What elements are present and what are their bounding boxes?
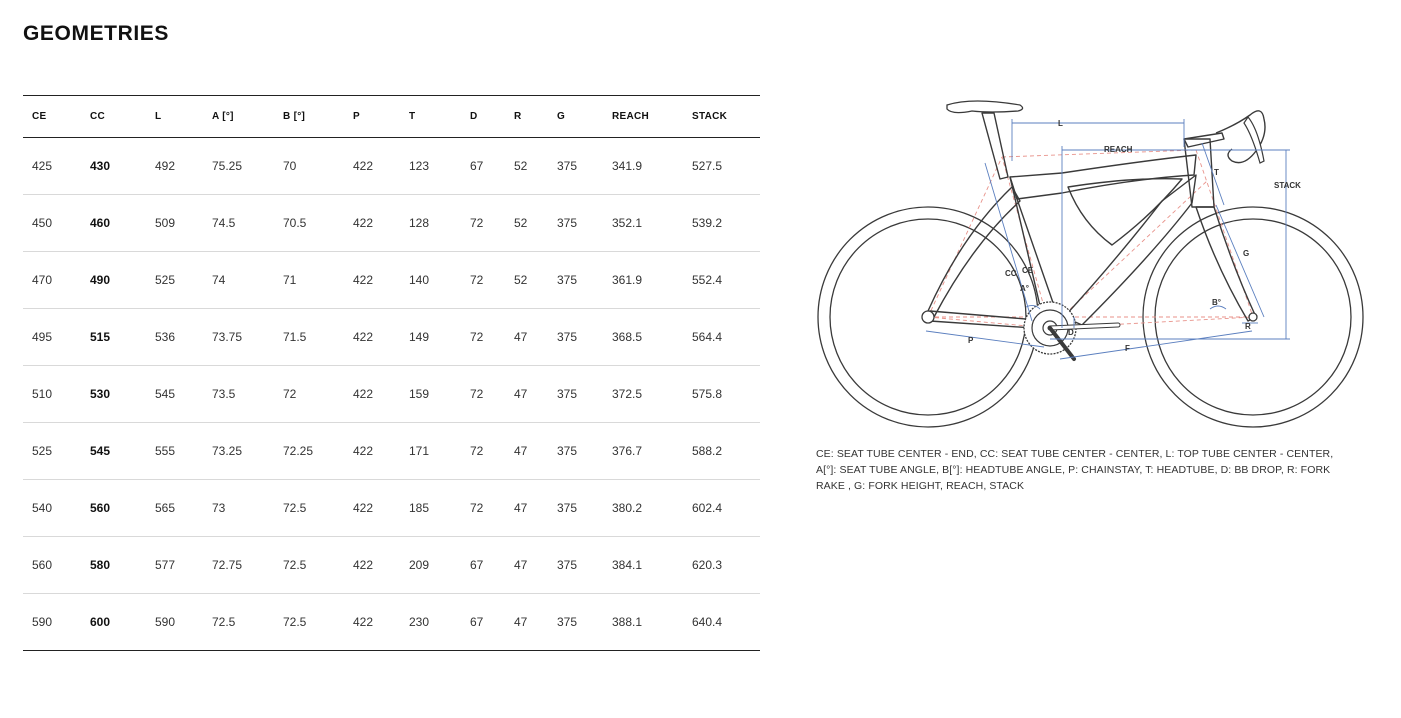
table-cell: 372.5 [612,387,643,401]
table-cell: 422 [353,387,374,401]
table-cell: 47 [514,444,528,458]
table-cell: 375 [557,387,578,401]
table-row [23,195,760,252]
front-hub [1249,313,1257,321]
table-cell: 565 [155,501,176,515]
table-cell: 209 [409,558,430,572]
column-header: STACK [692,111,728,122]
table-cell: 72.75 [212,558,243,572]
table-cell: 388.1 [612,615,643,629]
table-cell: 555 [155,444,176,458]
table-cell: 73.75 [212,330,243,344]
table-cell: 72 [470,501,484,515]
table-row [23,537,760,594]
table-cell: 72 [470,444,484,458]
table-cell: 422 [353,444,374,458]
table-cell: 72.25 [283,444,314,458]
table-row [23,480,760,537]
table-cell: 640.4 [692,615,723,629]
table-cell: 140 [409,273,430,287]
label-p: P [968,336,974,345]
table-row [23,138,760,195]
table-cell: 422 [353,558,374,572]
table-cell: 580 [90,558,111,572]
table-row [23,366,760,423]
label-a: A° [1020,284,1029,293]
table-cell: 577 [155,558,176,572]
table-cell: 375 [557,273,578,287]
table-cell: 510 [32,387,53,401]
table-cell: 71.5 [283,330,307,344]
construction-lines [928,150,1253,328]
table-cell: 52 [514,159,528,173]
table-cell: 72.5 [283,615,307,629]
column-header: CC [90,111,106,122]
table-cell: 52 [514,273,528,287]
table-row [23,423,760,480]
label-r: R [1245,322,1251,331]
label-b: B° [1212,298,1221,307]
column-header: T [409,111,416,122]
table-cell: 72 [470,330,484,344]
table-header [23,96,760,138]
saddle [947,101,1023,113]
column-header: L [155,111,162,122]
table-cell: 600 [90,615,111,629]
table-cell: 75.25 [212,159,243,173]
table-cell: 70 [283,159,297,173]
table-cell: 47 [514,330,528,344]
table-cell: 72 [470,387,484,401]
table-cell: 490 [90,273,111,287]
label-stack: STACK [1274,181,1301,190]
table-cell: 67 [470,615,484,629]
table-cell: 590 [32,615,53,629]
table-cell: 375 [557,444,578,458]
label-t: T [1214,168,1219,177]
table-cell: 527.5 [692,159,723,173]
table-cell: 171 [409,444,430,458]
table-cell: 525 [155,273,176,287]
table-cell: 525 [32,444,53,458]
table-cell: 384.1 [612,558,643,572]
table-cell: 47 [514,615,528,629]
column-header: A [°] [212,111,234,122]
table-cell: 72 [283,387,297,401]
table-cell: 230 [409,615,430,629]
table-cell: 47 [514,387,528,401]
table-body [23,138,760,651]
table-cell: 375 [557,216,578,230]
table-cell: 545 [155,387,176,401]
label-f: F [1125,344,1130,353]
table-cell: 470 [32,273,53,287]
table-cell: 71 [283,273,297,287]
table-cell: 72.5 [283,501,307,515]
bike-diagram-svg [812,95,1372,430]
table-cell: 375 [557,615,578,629]
table-cell: 560 [90,501,111,515]
table-cell: 74.5 [212,216,236,230]
column-header: G [557,111,566,122]
table-cell: 590 [155,615,176,629]
label-ce: CE [1022,266,1034,275]
geometry-legend: CE: SEAT TUBE CENTER - END, CC: SEAT TUBE CENTER - CENTER, L: TOP TUBE CENTER - CENTER, A[°]: SEAT TUBE ANGLE, B[°]: HEADTUBE ANGLE, P: CHAINSTAY, T: HEADTUBE, D: BB DROP, R: FORK RAKE , G: FORK HEIGHT, REACH, STACK [816,448,1334,492]
table-cell: 530 [90,387,111,401]
table-cell: 552.4 [692,273,723,287]
table-cell: 620.3 [692,558,723,572]
table-cell: 123 [409,159,430,173]
table-cell: 588.2 [692,444,723,458]
column-header: REACH [612,111,650,122]
column-header: B [°] [283,111,306,122]
table-cell: 159 [409,387,430,401]
table-cell: 375 [557,159,578,173]
table-cell: 185 [409,501,430,515]
table-cell: 560 [32,558,53,572]
table-cell: 341.9 [612,159,643,173]
table-cell: 67 [470,558,484,572]
table-cell: 495 [32,330,53,344]
table-cell: 149 [409,330,430,344]
label-reach: REACH [1104,145,1133,154]
label-l: L [1058,119,1063,128]
table-cell: 602.4 [692,501,723,515]
table-cell: 540 [32,501,53,515]
table-cell: 72.5 [212,615,236,629]
table-cell: 422 [353,273,374,287]
table-cell: 450 [32,216,53,230]
table-cell: 47 [514,558,528,572]
table-cell: 375 [557,330,578,344]
table-cell: 73.25 [212,444,243,458]
table-cell: 539.2 [692,216,723,230]
table-row [23,252,760,309]
rear-hub [922,311,934,323]
page-title: GEOMETRIES [23,22,170,45]
table-cell: 52 [514,216,528,230]
geometry-table [23,95,760,651]
table-cell: 536 [155,330,176,344]
table-cell: 376.7 [612,444,643,458]
table-cell: 72 [470,216,484,230]
table-cell: 545 [90,444,111,458]
table-cell: 425 [32,159,53,173]
table-cell: 460 [90,216,111,230]
table-cell: 422 [353,159,374,173]
table-cell: 73.5 [212,387,236,401]
table-cell: 47 [514,501,528,515]
brake-lever [1244,117,1264,163]
table-cell: 375 [557,558,578,572]
column-header: R [514,111,522,122]
table-cell: 70.5 [283,216,307,230]
table-cell: 430 [90,159,111,173]
table-row [23,309,760,366]
table-row [23,594,760,651]
table-cell: 375 [557,501,578,515]
table-cell: 575.8 [692,387,723,401]
table-cell: 368.5 [612,330,643,344]
bike-frame [928,113,1256,329]
table-cell: 74 [212,273,226,287]
column-header: CE [32,111,47,122]
table-cell: 361.9 [612,273,643,287]
label-g: G [1243,249,1250,258]
table-cell: 72 [470,273,484,287]
table-cell: 380.2 [612,501,643,515]
table-cell: 72.5 [283,558,307,572]
table-cell: 564.4 [692,330,723,344]
table-cell: 422 [353,330,374,344]
table-cell: 422 [353,501,374,515]
table-cell: 422 [353,615,374,629]
table-header-row [23,96,760,138]
table-cell: 422 [353,216,374,230]
table-cell: 509 [155,216,176,230]
label-cc: CC [1005,269,1017,278]
table-cell: 73 [212,501,226,515]
table-cell: 67 [470,159,484,173]
table-cell: 515 [90,330,111,344]
column-header: P [353,111,360,122]
table-cell: 128 [409,216,430,230]
table-cell: 492 [155,159,176,173]
column-header: D [470,111,478,122]
bike-geometry-diagram [812,95,1372,430]
label-d: D [1068,328,1074,337]
table-cell: 352.1 [612,216,643,230]
